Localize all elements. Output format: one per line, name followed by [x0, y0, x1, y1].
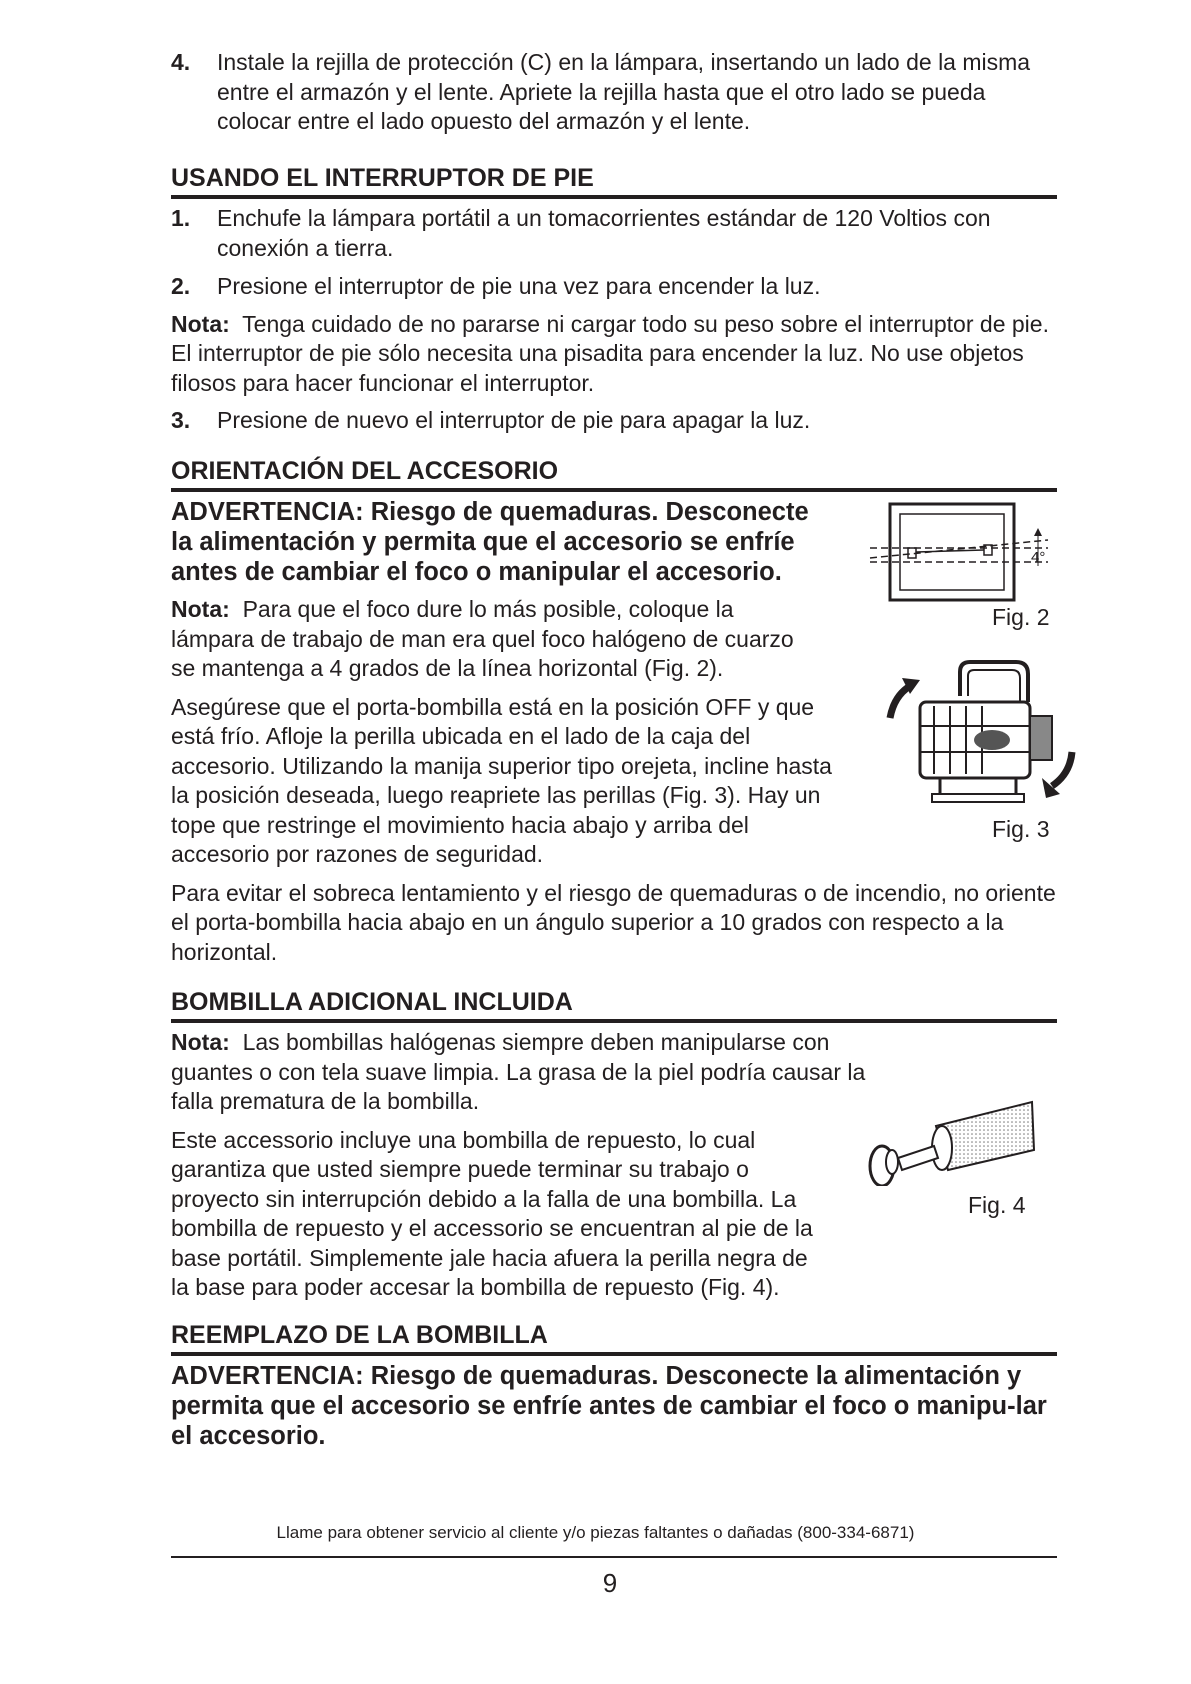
- fig4-label: Fig. 4: [968, 1192, 1026, 1218]
- warning-text: ADVERTENCIA: Riesgo de quemaduras. Desconecte la alimentación y permita que el accesorio se enfríe antes de cambiar el foco o manipular el accesorio.: [171, 498, 809, 586]
- note: [171, 310, 1057, 399]
- note: [171, 1028, 881, 1117]
- step-text: Presione de nuevo el interruptor de pie para apagar la luz.: [217, 407, 811, 433]
- note-text: Tenga cuidado de no pararse ni cargar todo su peso sobre el interruptor de pie. El interruptor de pie sólo necesita una pisadita para encender la luz. No use objetos filosos para hacer funcionar el interruptor.: [171, 310, 1049, 396]
- step-1: [171, 204, 1057, 263]
- intro-step: [171, 48, 1057, 137]
- fig2-label: Fig. 2: [992, 604, 1050, 630]
- foot-switch-section: [171, 163, 1057, 436]
- step-3: [171, 406, 1057, 436]
- orientation-paragraph-1: Asegúrese que el porta-bombilla está en la posición OFF y que está frío. Afloje la perilla ubicada en el lado de la caja del accesorio. Utilizando la manija superior tipo orejeta, incline hasta la posición deseada, luego reapriete las perillas (Fig. 3). Hay un tope que restringe el movimiento hacia abajo y arriba del accesorio por razones de seguridad.: [171, 693, 832, 867]
- section-heading: REEMPLAZO DE LA BOMBILLA: [171, 1320, 1057, 1356]
- page-number: 9: [602, 1568, 618, 1598]
- fig2-angle-label: 4°: [1031, 549, 1046, 566]
- section-heading: BOMBILLA ADICIONAL INCLUIDA: [171, 987, 1057, 1023]
- section-heading: ORIENTACIÓN DEL ACCESORIO: [171, 456, 1057, 492]
- step-number: 2.: [171, 273, 191, 299]
- note-label: Nota:: [171, 310, 230, 337]
- replacement-section: [171, 1320, 1057, 1451]
- section-heading: USANDO EL INTERRUPTOR DE PIE: [171, 163, 1057, 199]
- step-number: 1.: [171, 205, 191, 231]
- note-label: Nota:: [171, 596, 230, 622]
- fig3-label: Fig. 3: [992, 816, 1050, 842]
- orientation-paragraph-2: Para evitar el sobreca lentamiento y el riesgo de quemaduras o de incendio, no oriente el porta-bombilla hacia abajo en un ángulo superior a 10 grados con respecto a la horizontal.: [171, 879, 1056, 965]
- step-number: 3.: [171, 407, 191, 433]
- step-2: [171, 272, 1057, 302]
- note-label: Nota:: [171, 1029, 230, 1055]
- note-text: Para que el foco dure lo más posible, coloque la lámpara de trabajo de man era quel foco halógeno de cuarzo se mantenga a 4 grados de la línea horizontal (Fig. 2).: [171, 596, 794, 681]
- fig2-fixture-diagram: [868, 500, 1058, 606]
- step-text: Instale la rejilla de protección (C) en la lámpara, insertando un lado de la misma entre el armazón y el lente. Apriete la rejilla hasta que el otro lado se pueda colocar entre el lado opuesto del armazón y el lente.: [217, 49, 1031, 134]
- step-text: Presione el interruptor de pie una vez para encender la luz.: [217, 273, 821, 299]
- note-text: Las bombillas halógenas siempre deben manipularse con guantes o con tela suave limpia. La grasa de la piel podría causar la falla prematura de la bombilla.: [171, 1029, 866, 1114]
- step-text: Enchufe la lámpara portátil a un tomacorrientes estándar de 120 Voltios con conexión a tierra.: [217, 205, 991, 261]
- note: [171, 595, 811, 684]
- fig3-lamp-tilt-diagram: [880, 656, 1080, 816]
- step-number: 4.: [171, 49, 191, 75]
- extra-bulb-paragraph: Este accessorio incluye una bombilla de repuesto, lo cual garantiza que usted siempre puede terminar su trabajo o proyecto sin interrupción debido a la falla de una bombilla. La bombilla de repuesto y el accessorio se encuentran al pie de la base portátil. Simplemente jale hacia afuera la perilla negra de la base para poder accesar la bombilla de repuesto (Fig. 4).: [171, 1126, 813, 1300]
- fig4-spare-bulb-diagram: [862, 1096, 1038, 1186]
- footer-divider: [171, 1556, 1057, 1558]
- service-footer: Llame para obtener servicio al cliente y/o piezas faltantes o dañadas (800-334-6871): [276, 1523, 915, 1542]
- warning-text: ADVERTENCIA: Riesgo de quemaduras. Desconecte la alimentación y permita que el accesorio se enfríe antes de cambiar el foco o manipu-lar el accesorio.: [171, 1362, 1047, 1450]
